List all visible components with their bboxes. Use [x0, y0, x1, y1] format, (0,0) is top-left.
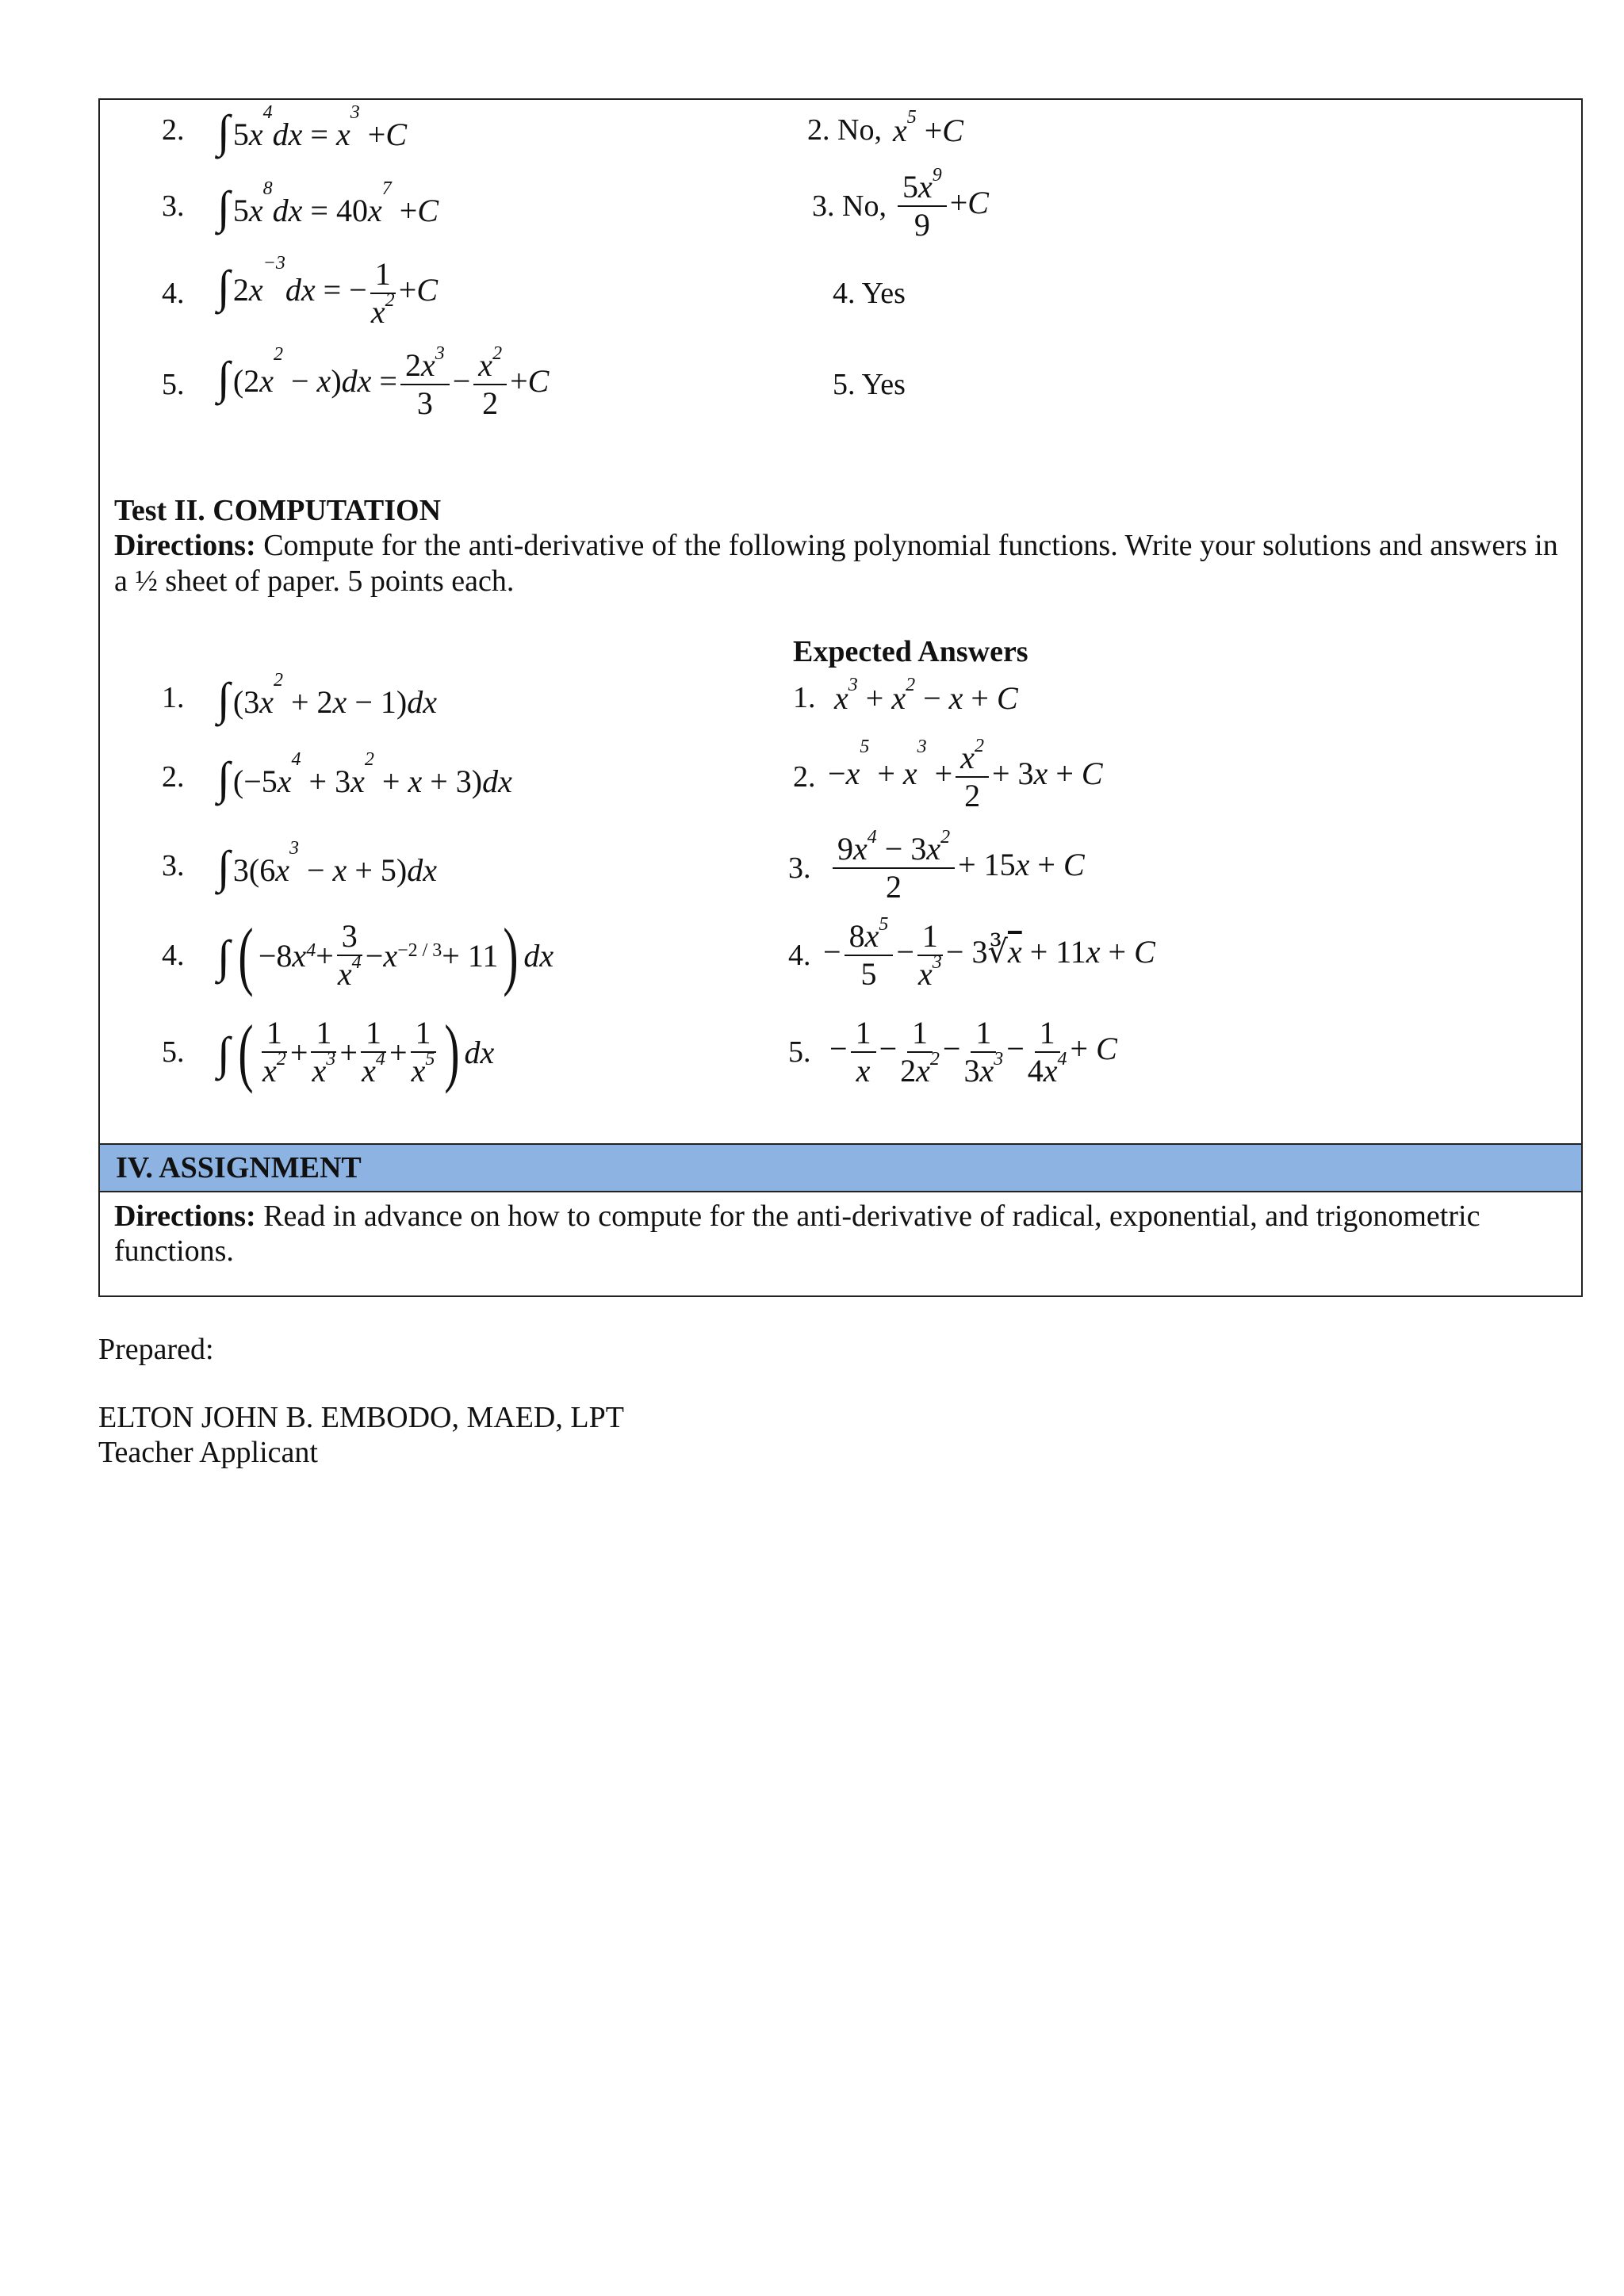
equation: ∫ $2x^{-3}dx$ = − $\frac{1}{x^2}$ +C	[217, 253, 438, 330]
test1-item-5	[162, 341, 549, 428]
answer-label: 3. No,	[812, 189, 887, 223]
problem: ∫ ( $\frac{1}{x^2}$ + $\frac{1}{x^3}$ + $\frac{1}{x^4}$ + $\frac{1}{x^5}$ ) dx	[217, 1009, 495, 1094]
problem: ∫ $(-5x^4 + 3x^2 + x + 3)dx$	[217, 749, 512, 804]
item-number: 3.	[162, 849, 185, 882]
item-number: 2.	[162, 760, 185, 794]
answer-number: 5.	[788, 1035, 811, 1069]
test2-answer-1	[793, 672, 1018, 723]
test2-answer-5	[788, 1008, 1117, 1096]
expected-answers-heading: Expected Answers	[793, 635, 1028, 668]
item-number: 4.	[162, 277, 185, 310]
test1-answer-5	[833, 361, 906, 408]
test1-answer-3	[812, 166, 989, 246]
answer-number: 1.	[793, 681, 816, 714]
item-number: 4.	[162, 939, 185, 972]
test2-item-3	[162, 840, 437, 891]
answer-number: 4.	[788, 939, 811, 972]
equation: ∫ $(2x^2 - x)dx$ = $\frac{2x^3}{3}$ − $\frac{x^2}{2}$ +C	[217, 343, 550, 421]
item-number: 2.	[162, 113, 185, 147]
answer-math: $\frac{5x^9}{9}$ +C	[894, 170, 989, 242]
directions-text: Read in advance on how to compute for the anti-derivative of radical, exponential, and trigonometric functions.	[114, 1200, 1480, 1269]
assignment-header: IV. ASSIGNMENT	[98, 1143, 1583, 1192]
equation: ∫ $5x^4dx = x^3 +C$	[217, 102, 407, 157]
answer-math: $\frac{9x^4 - 3x^2}{2}$ + 15x + C	[829, 832, 1085, 904]
answer-label: 5. Yes	[833, 368, 906, 401]
test2-answer-2	[793, 733, 1103, 821]
item-number: 3.	[162, 189, 185, 223]
preparer-name: ELTON JOHN B. EMBODO, MAED, LPT	[98, 1401, 624, 1434]
test1-answer-4	[833, 270, 906, 317]
prepared-label: Prepared:	[98, 1333, 214, 1366]
test2-section	[114, 493, 1573, 599]
assignment-directions	[114, 1199, 1557, 1269]
test2-answer-3	[788, 825, 1085, 912]
item-number: 5.	[162, 368, 185, 401]
test1-item-3	[162, 178, 439, 233]
answer-number: 3.	[788, 851, 811, 885]
directions-label: Directions:	[114, 1200, 256, 1233]
problem: ∫ ( −8 x $^4$ + $\frac{3}{x^4}$ − x $^{-2 / 3}$ + 11 ) dx	[217, 913, 554, 997]
equation: ∫ $5x^8dx = 40x^7 +C$	[217, 178, 439, 233]
answer-math: $-x^5 + x^3$ + $\frac{x^2}{2}$ + 3x + C	[828, 736, 1103, 813]
item-number: 1.	[162, 681, 185, 714]
test2-title: Test II. COMPUTATION	[114, 494, 442, 527]
answer-label: 2. No,	[807, 113, 882, 147]
test2-item-2	[162, 749, 512, 804]
test2-item-5	[162, 1008, 494, 1096]
test1-item-2	[162, 102, 407, 157]
directions-label: Directions:	[114, 529, 256, 563]
directions-text: Compute for the anti-derivative of the following polynomial functions. Write your solutions and answers in a ½ sheet of paper. 5 points each.	[114, 529, 1558, 598]
answer-label: 4. Yes	[833, 277, 906, 310]
preparer-role: Teacher Applicant	[98, 1436, 318, 1469]
test1-answer-2	[807, 106, 963, 154]
answer-math: $x^5 +C$	[892, 106, 963, 148]
test1-item-4	[162, 254, 438, 333]
item-number: 5.	[162, 1035, 185, 1069]
test2-item-4	[162, 912, 553, 999]
answer-math: − $\frac{1}{x}$ − $\frac{1}{2x^2}$ − $\frac{1}{3x^3}$ − $\frac{1}{4x^4}$ + C	[829, 1015, 1117, 1089]
problem: ∫ $3(6x^3 - x + 5)dx$	[217, 838, 437, 893]
test2-item-1	[162, 672, 437, 723]
answer-math: − $\frac{8x^5}{5}$ − $\frac{1}{x^3}$ − $3∛\overline{x} + 11x + C$	[823, 914, 1155, 992]
answer-math: $x^3 + x^2 - x + C$	[834, 674, 1018, 716]
problem: ∫ $(3x^2 + 2x - 1)dx$	[217, 670, 437, 725]
test2-answer-4	[788, 912, 1155, 999]
test2-directions	[114, 528, 1573, 599]
answer-number: 2.	[793, 760, 816, 794]
